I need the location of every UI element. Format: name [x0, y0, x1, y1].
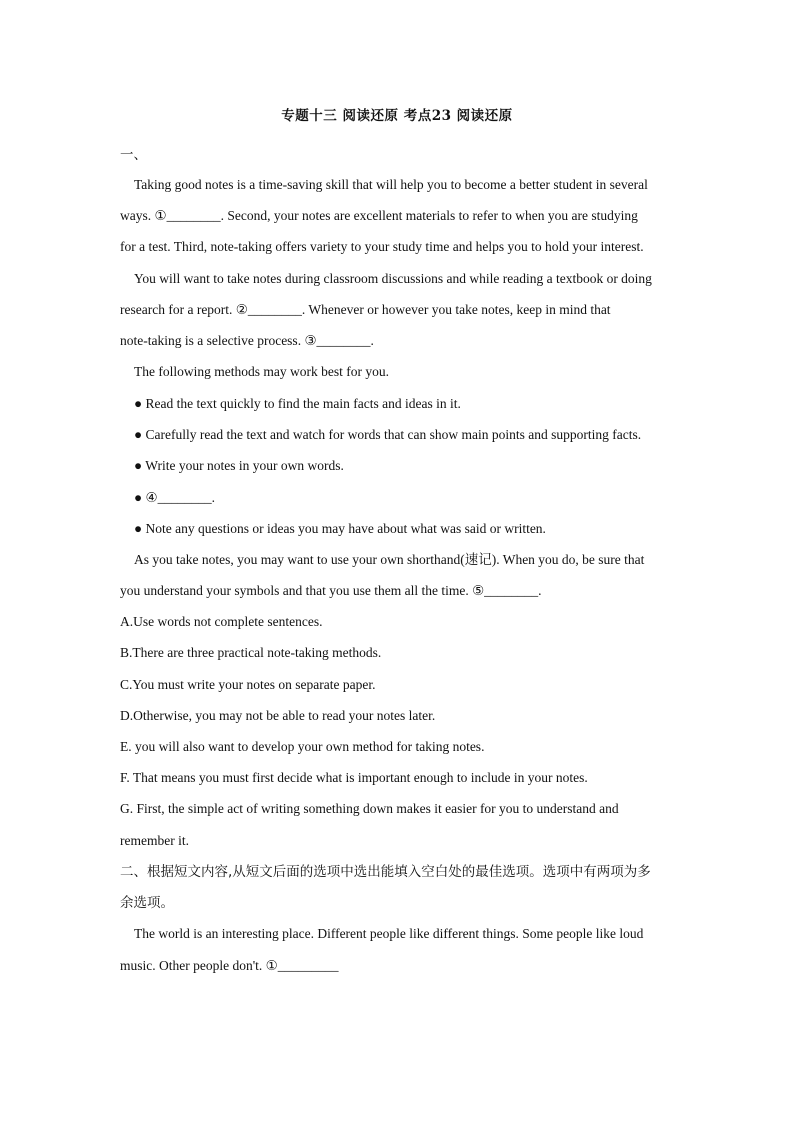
bullet-item: ● Write your notes in your own words. — [134, 458, 344, 473]
option-e: E. you will also want to develop your own method for taking notes. — [120, 739, 485, 754]
bullet-item: ● Carefully read the text and watch for words that can show main points and supporting facts. — [134, 427, 642, 442]
section-1-marker: 一、 — [120, 147, 147, 163]
bullet-item: ● ④________. — [134, 490, 216, 505]
passage-1-line: Taking good notes is a time-saving skill that will help you to become a better student in several — [134, 177, 648, 192]
option-c: C.You must write your notes on separate paper. — [120, 677, 376, 692]
page-title: 专题十三 阅读还原 考点23 阅读还原 — [281, 108, 513, 124]
section-2-passage-line: The world is an interesting place. Different people like different things. Some people like loud — [134, 926, 644, 941]
passage-3-line: The following methods may work best for you. — [134, 364, 389, 379]
passage-2-line: research for a report. ②________. Whenever or however you take notes, keep in mind that — [120, 302, 611, 317]
option-g: G. First, the simple act of writing something down makes it easier for you to understand and — [120, 801, 619, 816]
passage-1-line: for a test. Third, note-taking offers variety to your study time and helps you to hold your interest. — [120, 239, 644, 254]
passage-1-line: ways. ①________. Second, your notes are excellent materials to refer to when you are studying — [120, 208, 638, 223]
option-g-continued: remember it. — [120, 833, 189, 848]
option-b: B.There are three practical note-taking methods. — [120, 645, 382, 660]
passage-4-line: you understand your symbols and that you use them all the time. ⑤________. — [120, 583, 542, 598]
option-f: F. That means you must first decide what is important enough to include in your notes. — [120, 770, 588, 785]
bullet-item: ● Note any questions or ideas you may have about what was said or written. — [134, 521, 546, 536]
passage-2-line: note-taking is a selective process. ③________. — [120, 333, 374, 348]
section-2-instruction: 余选项。 — [120, 895, 174, 911]
section-2-passage-line: music. Other people don't. ①_________ — [120, 958, 339, 973]
passage-4-line: As you take notes, you may want to use your own shorthand(速记). When you do, be sure that — [134, 552, 645, 567]
option-d: D.Otherwise, you may not be able to read your notes later. — [120, 708, 436, 723]
bullet-item: ● Read the text quickly to find the main facts and ideas in it. — [134, 396, 461, 411]
passage-2-line: You will want to take notes during classroom discussions and while reading a textbook or doing — [134, 271, 652, 286]
option-a: A.Use words not complete sentences. — [120, 614, 323, 629]
section-2-instruction: 二、根据短文内容,从短文后面的选项中选出能填入空白处的最佳选项。选项中有两项为多 — [120, 864, 651, 880]
